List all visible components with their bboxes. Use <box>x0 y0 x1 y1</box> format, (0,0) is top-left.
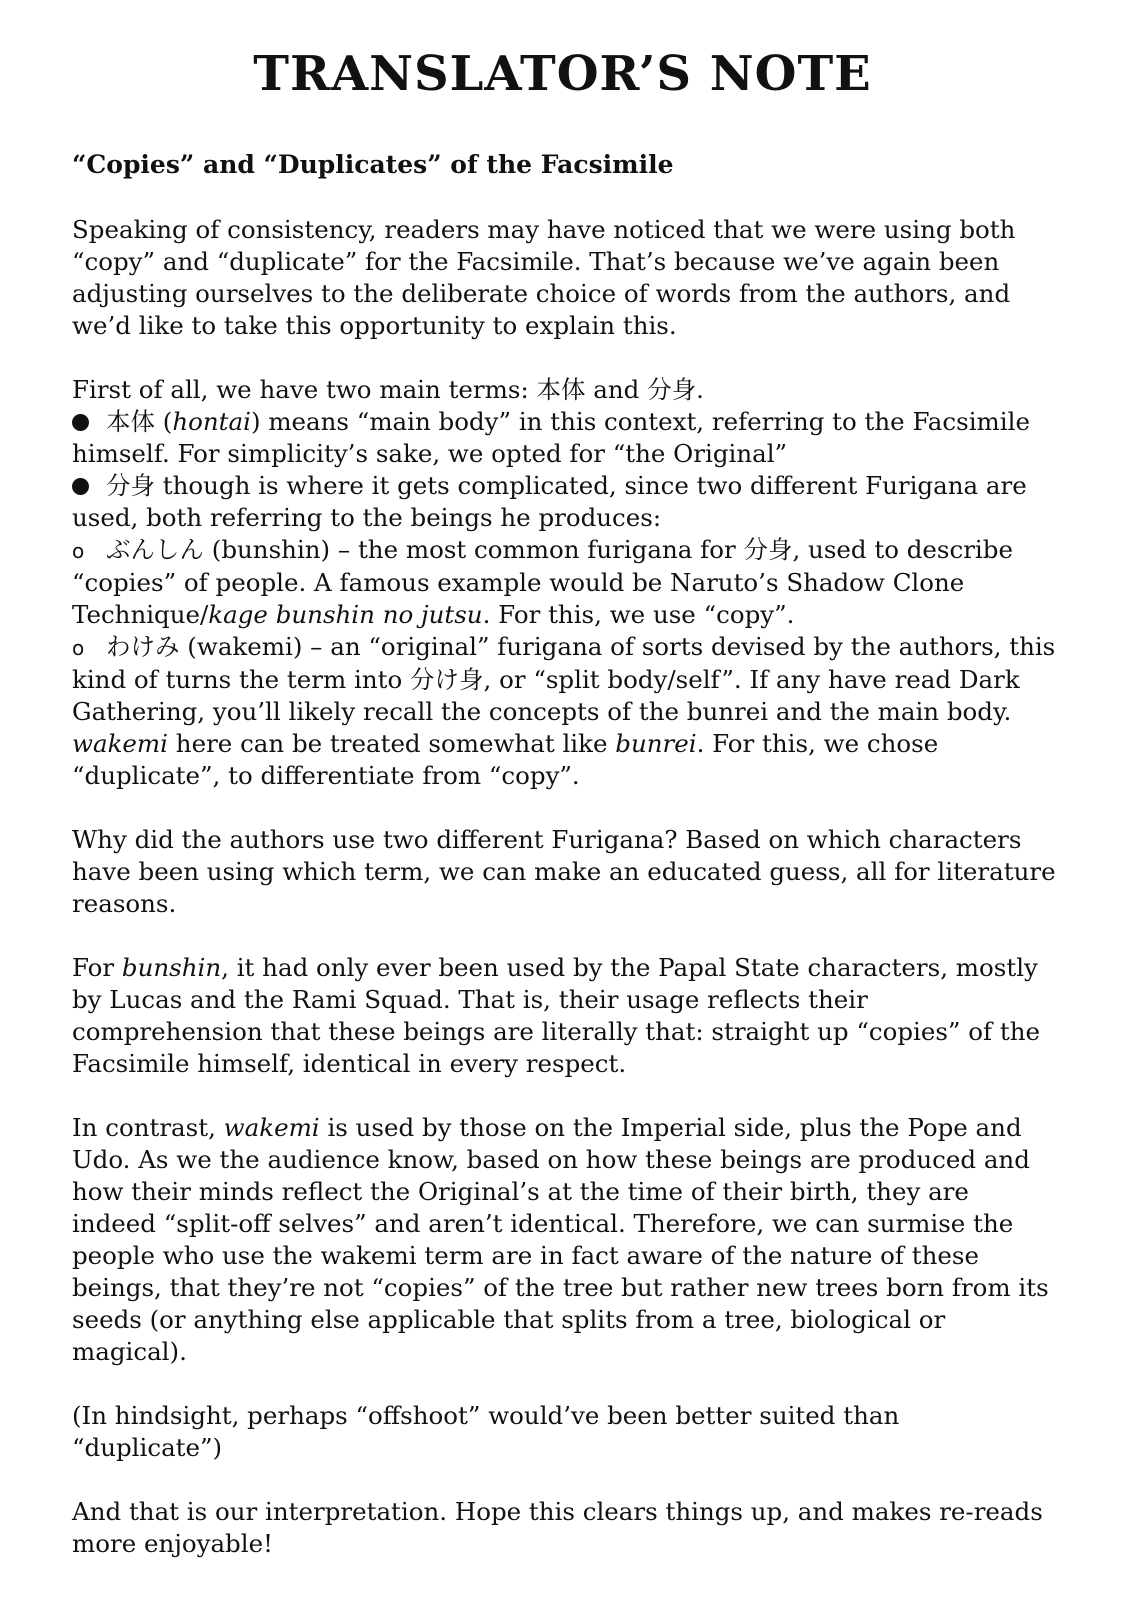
section-heading: “Copies” and “Duplicates” of the Facsimile <box>72 150 674 179</box>
sub-bullet-bunshin: o ぶんしん (bunshin) – the most common furigana for 分身, used to describe “copies” of people. A famous example would be Naruto’s Shadow Clone Technique/kage bunshin no jutsu. For this, we use “copy”. <box>72 535 1013 629</box>
closing-paragraph: And that is our interpretation. Hope this clears things up, and makes re-reads more enjoyable! <box>72 1497 1043 1558</box>
hindsight-paragraph: (In hindsight, perhaps “offshoot” would’ve been better suited than “duplicate”) <box>72 1401 900 1462</box>
sub-bullet-marker: o <box>72 636 85 660</box>
sub-bullet-marker: o <box>72 539 85 563</box>
page-title: TRANSLATOR’S NOTE <box>253 46 872 102</box>
sub-bullet-wakemi: o わけみ (wakemi) – an “original” furigana of sorts devised by the authors, this kind of turns the term into 分け身, or “split body/self”. If any have read Dark Gathering, you’ll likely recall the concepts of the bunrei and the main body. wakemi here can be treated somewhat like bunrei. For this, we chose “duplicate”, to differentiate from “copy”. <box>72 632 1056 790</box>
bullet-dot-icon <box>72 470 106 502</box>
bullet-dot-icon <box>72 406 106 438</box>
terms-block <box>72 374 1057 792</box>
bullet-hontai: 本体 (hontai) means “main body” in this context, referring to the Facsimile himself. For simplicity’s sake, we opted for “the Original” <box>72 407 1030 468</box>
note-body <box>72 214 1057 1592</box>
bunshin-paragraph: For bunshin, it had only ever been used by the Papal State characters, mostly by Lucas and the Rami Squad. That is, their usage reflects their comprehension that these beings are literally that: straight up “copies” of the Facsimile himself, identical in every respect. <box>72 953 1040 1078</box>
bullet-bunshin: 分身 though is where it gets complicated, since two different Furigana are used, both referring to the beings he produces: <box>72 471 1027 532</box>
intro-paragraph: Speaking of consistency, readers may have noticed that we were using both “copy” and “duplicate” for the Facsimile. That’s because we’ve again been adjusting ourselves to the deliberate choice of words from the authors, and we’d like to take this opportunity to explain this. <box>72 215 1016 340</box>
terms-intro: First of all, we have two main terms: 本体 and 分身. <box>72 375 704 404</box>
wakemi-paragraph: In contrast, wakemi is used by those on the Imperial side, plus the Pope and Udo. As we the audience know, based on how these beings are produced and how their minds reflect the Original’s at the time of their birth, they are indeed “split-off selves” and aren’t identical. Therefore, we can surmise the people who use the wakemi term are in fact aware of the nature of these beings, that they’re not “copies” of the tree but rather new trees born from its seeds (or anything else applicable that splits from a tree, biological or magical). <box>72 1113 1049 1366</box>
why-paragraph: Why did the authors use two different Furigana? Based on which characters have been using which term, we can make an educated guess, all for literature reasons. <box>72 825 1056 918</box>
